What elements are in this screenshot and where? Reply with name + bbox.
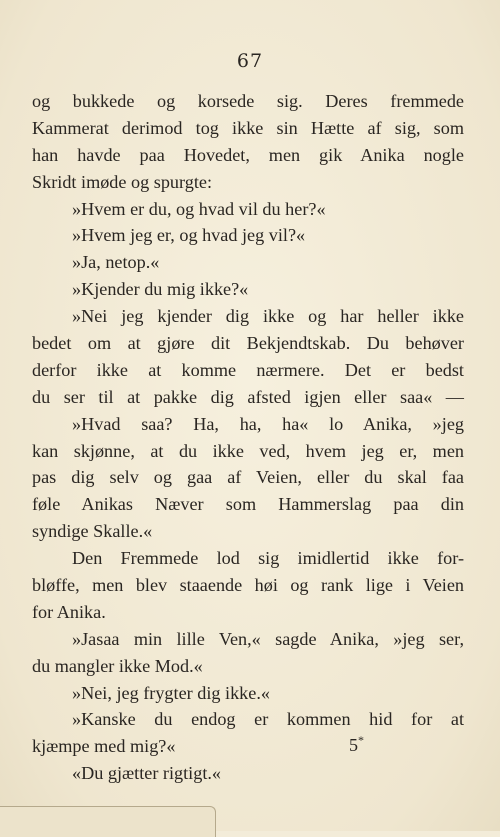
text-line: »Hvem er du, og hvad vil du her?« <box>72 198 326 219</box>
text-line: kan skjønne, at du ikke ved, hvem jeg er, men <box>32 440 464 461</box>
text-line: »Kanske du endog er kommen hid for at <box>72 709 464 730</box>
page-number: 67 <box>236 50 264 72</box>
text-line: »Jasaa min lille Ven,« sagde Anika, »jeg ser, <box>72 628 464 649</box>
text-line: Den Fremmede lod sig imidlertid ikke for- <box>72 548 464 569</box>
page-edge <box>0 806 216 837</box>
text-line: syndige Skalle.« <box>32 521 153 542</box>
text-line: for Anika. <box>32 601 106 622</box>
text-line: »Ja, netop.« <box>72 252 160 273</box>
text-line: du mangler ikke Mod.« <box>32 655 203 676</box>
text-line: »Nei jeg kjender dig ikke og har heller ikke <box>72 306 464 327</box>
text-line: »Hvem jeg er, og hvad jeg vil?« <box>72 225 306 246</box>
text-line: derfor ikke at komme nærmere. Det er bedst <box>32 359 464 380</box>
text-line: bløffe, men blev staaende høi og rank lige i Veien <box>32 575 464 596</box>
text-line: »Nei, jeg frygter dig ikke.« <box>72 682 270 703</box>
text-line: «Du gjætter rigtigt.« <box>72 763 222 784</box>
text-line: Kammerat derimod tog ikke sin Hætte af sig, som <box>32 117 464 138</box>
text-line: »Kjender du mig ikke?« <box>72 279 249 300</box>
text-line: kjæmpe med mig?« <box>32 736 176 757</box>
text-line: Skridt imøde og spurgte: <box>32 171 213 192</box>
signature-number: 5 <box>349 735 358 755</box>
text-line: bedet om at gjøre dit Bekjendtskab. Du behøver <box>32 333 464 354</box>
text-line: pas dig selv og gaa af Veien, eller du skal faa <box>32 467 464 488</box>
text-line: »Hvad saa? Ha, ha, ha« lo Anika, »jeg <box>72 413 464 434</box>
text-line: føle Anikas Næver som Hammerslag paa din <box>32 494 464 515</box>
signature-asterisk: * <box>358 733 364 747</box>
text-line: du ser til at pakke dig afsted igjen eller saa« — <box>32 386 464 407</box>
body-text <box>32 88 464 787</box>
text-line: og bukkede og korsede sig. Deres fremmede <box>32 91 464 111</box>
text-line: han havde paa Hovedet, men gik Anika nogle <box>32 144 464 165</box>
signature-mark <box>349 733 364 756</box>
